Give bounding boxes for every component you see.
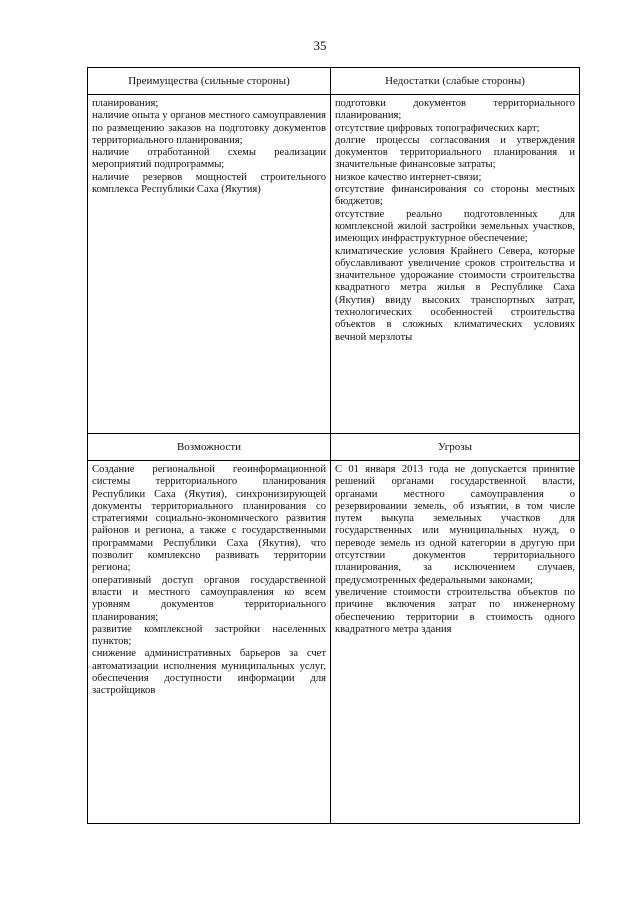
weakness-item: низкое качество интернет-связи;: [335, 171, 482, 183]
strengths-header: Преимущества (сильные стороны): [88, 68, 331, 95]
swot-table: [87, 67, 580, 824]
opportunities-cell: [88, 461, 331, 824]
opportunities-header: Возможности: [88, 434, 331, 461]
weakness-item: подготовки документов территориального планирования;: [335, 98, 575, 122]
strength-item: наличие отработанной схемы реализации мероприятий подпрограммы;: [92, 147, 326, 171]
weakness-item: долгие процессы согласования и утверждения документов территориального планирования и значительные финансовые затраты;: [335, 134, 575, 171]
strengths-cell: [88, 95, 331, 434]
strength-item: планирования;: [92, 98, 159, 109]
weakness-item: отсутствие цифровых топографических карт;: [335, 122, 540, 134]
weakness-item: отсутствие реально подготовленных для комплексной жилой застройки земельных участков, имеющих инфраструктурное обеспечение;: [335, 208, 575, 245]
threat-item: увеличение стоимости строительства объектов по причине включения затрат по инженерному обеспечению территории в стоимость одного квадратного метра здания: [335, 586, 575, 635]
header-row-top: [88, 68, 580, 95]
strength-item: наличие резервов мощностей строительного комплекса Республики Саха (Якутия): [92, 171, 326, 196]
weakness-item: климатические условия Крайнего Севера, которые обуславливают увеличение сроков строительства и значительное удорожание стоимости строительства квадратного метра жилья в Республике Саха (Якутия) ввиду высоких транспортных затрат, технологических особенностей строительства объектов в сложных климатических условиях вечной мерзлоты: [335, 245, 575, 343]
page-number: 35: [313, 38, 327, 53]
opportunity-item: развитие комплексной застройки населенных пунктов;: [92, 623, 326, 648]
opportunity-item: Создание региональной геоинформационной системы территориального планирования Республики Саха (Якутия), синхронизирующей документы территориального планирования со стратегиями социально-экономического развития районов и региона, а также с государственными программами Республики Саха (Якутия), что позволит комплексно развивать территории региона;: [92, 464, 326, 574]
weaknesses-cell: [331, 95, 580, 434]
content-row-top: [88, 95, 580, 434]
threats-cell: [331, 461, 580, 824]
content-row-bottom: [88, 461, 580, 824]
weaknesses-header: Недостатки (слабые стороны): [331, 68, 580, 95]
threats-header: Угрозы: [331, 434, 580, 461]
opportunity-item: оперативный доступ органов государственной власти и местного самоуправления ко всем уровням документов территориального планирования;: [92, 574, 326, 623]
strength-item: наличие опыта у органов местного самоуправления по размещению заказов на подготовку документов территориального планирования;: [92, 110, 326, 146]
opportunity-item: снижение административных барьеров за счет автоматизации исполнения муниципальных услуг, обеспечения доступности информации для застройщиков: [92, 648, 326, 697]
header-row-bottom: [88, 434, 580, 461]
threat-item: С 01 января 2013 года не допускается принятие решений органами государственной власти, органами местного самоуправления о резервировании земель, об изъятии, в том числе путем выкупа земельных участков для государственных или муниципальных нужд, о переводе земель из одной категории в другую при отсутствии документов территориального планирования, за исключением случаев, предусмотренных федеральными законами;: [335, 464, 575, 586]
weakness-item: отсутствие финансирования со стороны местных бюджетов;: [335, 184, 575, 208]
